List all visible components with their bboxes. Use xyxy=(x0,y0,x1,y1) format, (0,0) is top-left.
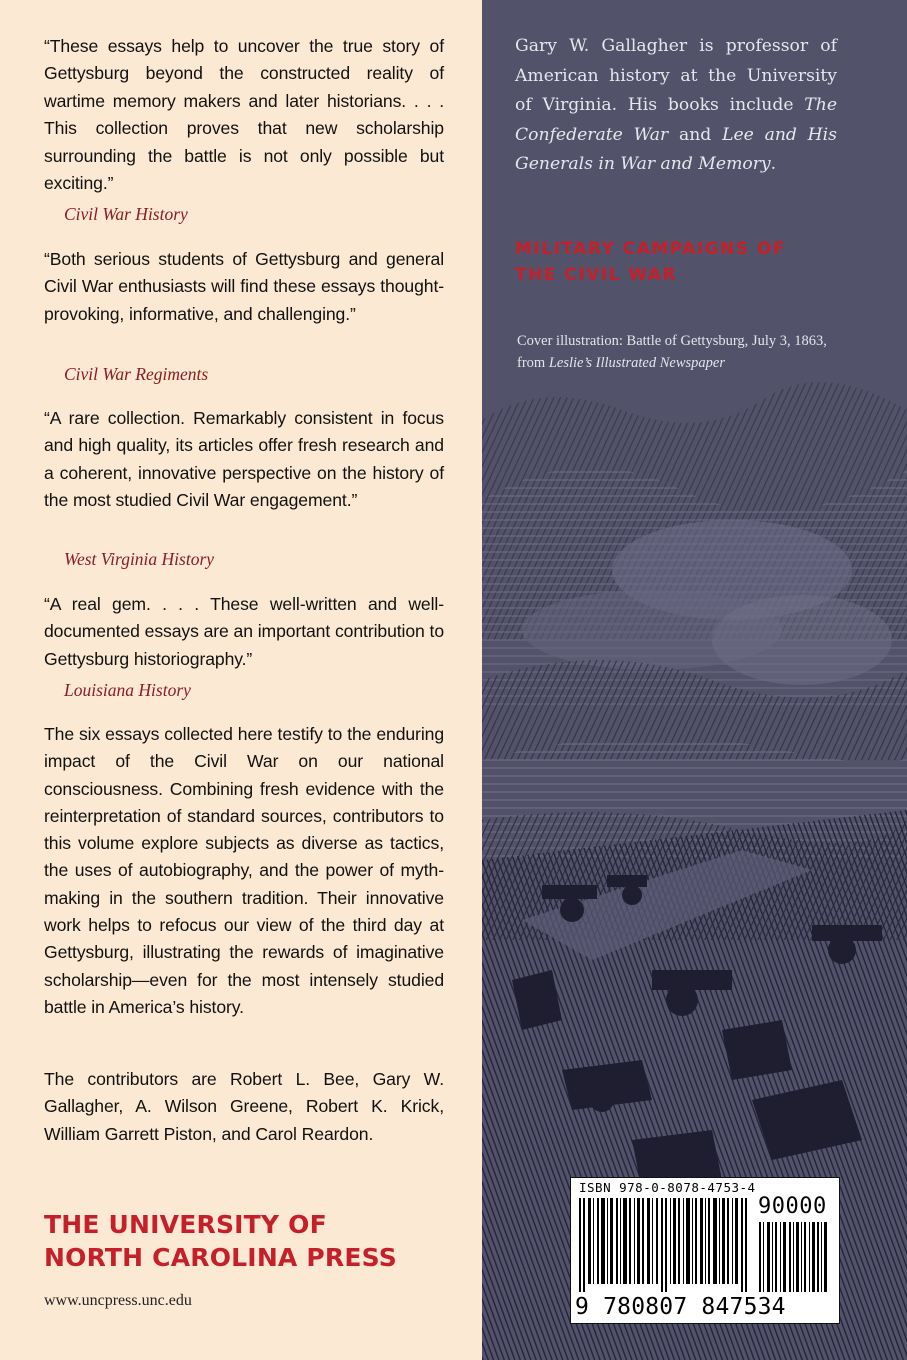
review-quote-1: “These essays help to uncover the true story of Gettysburg beyond the constructed reality of wartime memory makers and later historians. . . . This collection proves that new scholarship surrounding the battle is not only possible but exciting.” xyxy=(44,36,444,194)
publisher-logo xyxy=(44,1208,397,1274)
price-barcode-bars xyxy=(759,1222,831,1292)
cover-caption-source: Leslie’s Illustrated Newspaper xyxy=(548,355,725,371)
author-bio-text-1: Gary W. Gallagher is professor of American history at the University of Virginia. His books include xyxy=(515,36,837,115)
author-bio xyxy=(515,32,837,180)
publisher-url: www.uncpress.unc.edu xyxy=(44,1292,192,1309)
cover-caption-text: Cover illustration: Battle of Gettysburg, July 3, 1863, from xyxy=(517,333,827,371)
review-source-2: Civil War Regiments xyxy=(64,364,209,384)
review-source-4: Louisiana History xyxy=(64,680,191,700)
review-source-1: Civil War History xyxy=(64,204,188,224)
author-bio-text-3: . xyxy=(770,154,777,174)
contributors-paragraph: The contributors are Robert L. Bee, Gary W. Gallagher, A. Wilson Greene, Robert K. Krick, William Garrett Piston, and Carol Reardon. xyxy=(44,1069,444,1144)
author-book-2: Lee and His Generals in War and Memory xyxy=(515,124,837,174)
cover-caption xyxy=(517,330,835,374)
price-code: 90000 xyxy=(758,1194,827,1219)
book-description: The six essays collected here testify to the enduring impact of the Civil War on our national consciousness. Combining fresh evidence with the reinterpretation of standard sources, contributors to this volume explore subjects as diverse as tactics, the uses of autobiography, and the power of myth-making in the southern tradition. Their innovative work helps to refocus our view of the third day at Gettysburg, illustrating the rewards of imaginative scholarship—even for the most intensely studied battle in America’s history. xyxy=(44,724,444,1017)
review-quote-4: “A real gem. . . . These well-written and well-documented essays are an important contribution to Gettysburg historiography.” xyxy=(44,594,444,669)
series-line-1: MILITARY CAMPAIGNS OF xyxy=(515,239,787,259)
author-book-1: The Confederate War xyxy=(515,95,837,145)
publisher-line-1: THE UNIVERSITY OF xyxy=(44,1210,327,1239)
review-quote-3: “A rare collection. Remarkably consistent in focus and high quality, its articles offer fresh research and a coherent, innovative perspective on the history of the most studied Civil War engagement.” xyxy=(44,408,444,511)
series-line-2: THE CIVIL WAR xyxy=(515,265,678,285)
review-source-3: West Virginia History xyxy=(64,549,215,569)
ean-barcode-bars xyxy=(579,1198,749,1292)
series-title xyxy=(515,236,786,288)
ean-number: 9 780807 847534 xyxy=(575,1294,786,1320)
isbn-text: ISBN 978-0-8078-4753-4 xyxy=(579,1180,756,1195)
isbn-barcode xyxy=(570,1177,840,1324)
review-quote-2: “Both serious students of Gettysburg and general Civil War enthusiasts will find these essays thought-provoking, informative, and challenging.” xyxy=(44,249,444,324)
author-bio-text-2: and xyxy=(668,124,723,145)
publisher-line-2: NORTH CAROLINA PRESS xyxy=(44,1243,397,1272)
